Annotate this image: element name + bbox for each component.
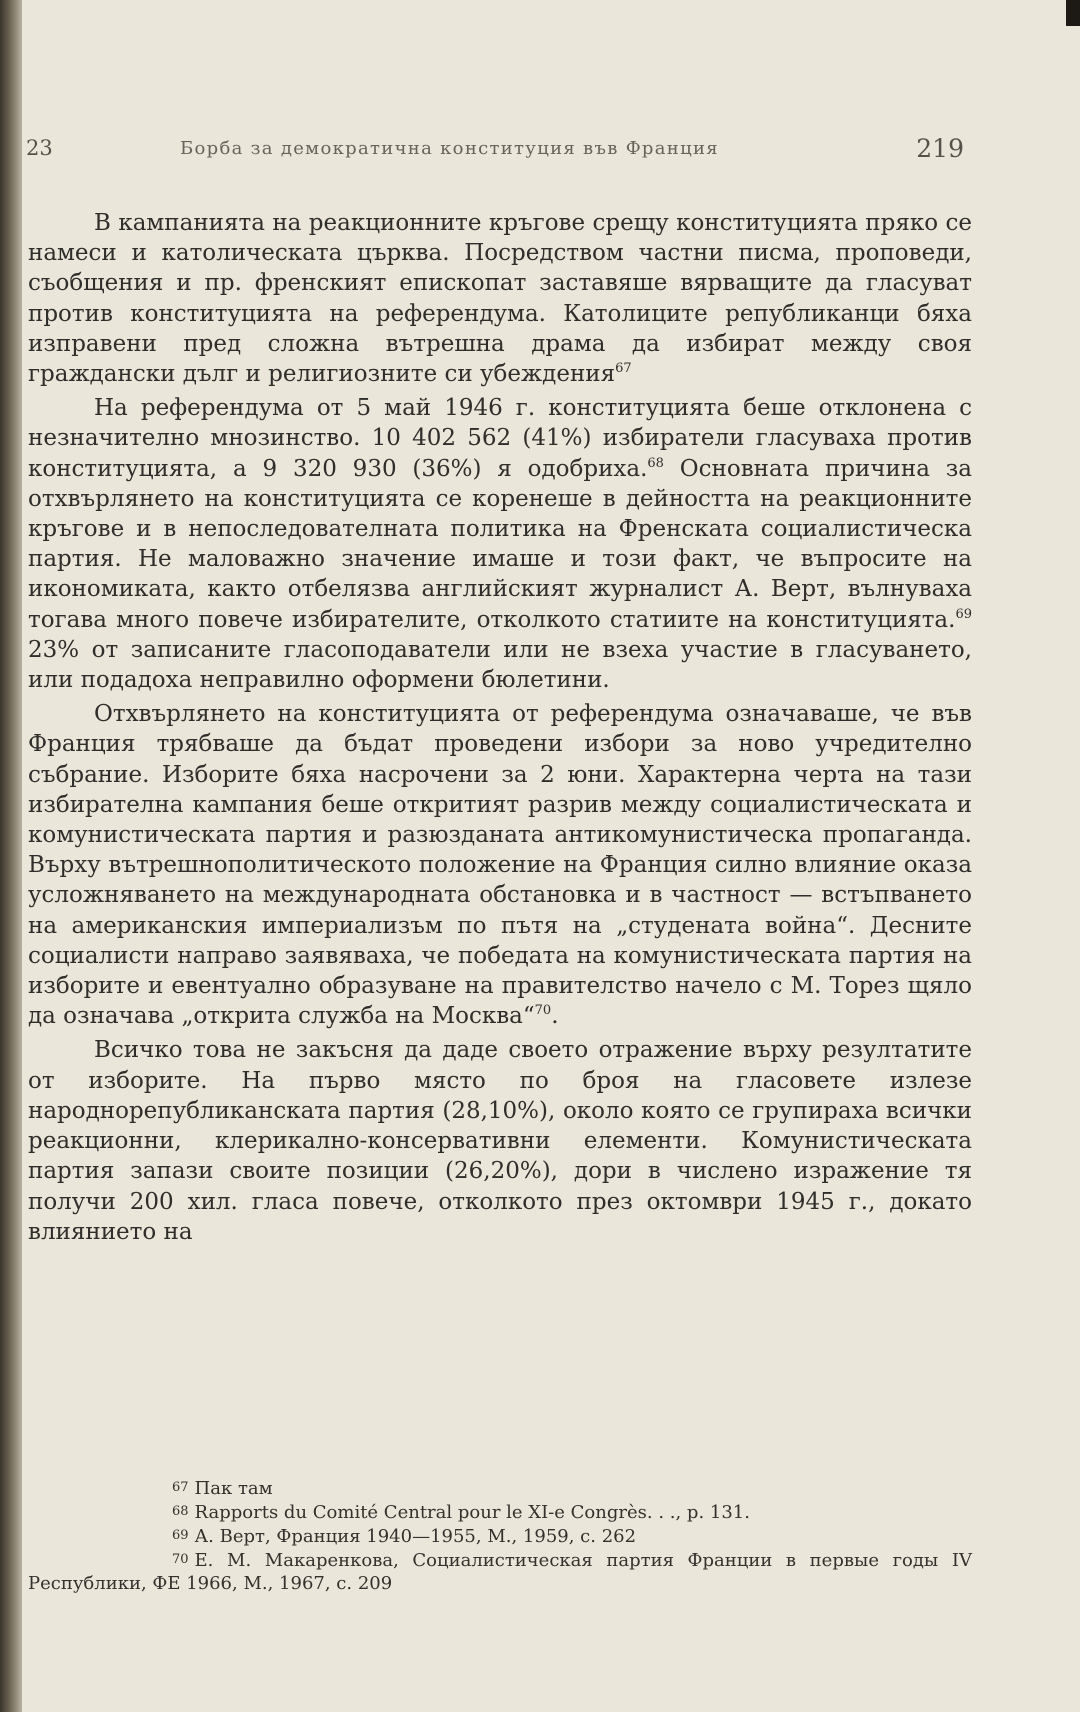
footnote-number: 70: [172, 1552, 189, 1567]
footnote-number: 68: [172, 1504, 189, 1519]
footnote-reference: 70: [534, 1003, 552, 1019]
footnote-reference: 69: [955, 606, 972, 622]
footnote-number: 69: [172, 1528, 189, 1543]
paragraph-text: В кампанията на реакционните кръгове срещу конституцията пряко се намеси и католическата църква. Посредством частни писма, проповеди, съобщения и пр. френският епископат заставяше вярващите да гласуват против конституцията на референдума. Католиците републиканци бяха изправени пред сложна вътрешна драма да избират между своя граждански дълг и религиозните си убеждения: [28, 210, 972, 388]
footnote: [28, 1476, 972, 1500]
footnote-text: Rapports du Comité Central pour le XI-e Congrès. . ., p. 131.: [194, 1502, 750, 1523]
book-spine-shadow: [0, 0, 22, 1712]
paragraph-text: Основната причина за отхвърлянето на конституцията се коренеше в дейността на реакционните кръгове и в непоследователната политика на Френската социалистическа партия. Не маловажно значение имаше и този факт, че въпросите на икономиката, както отбелязва английският журналист А. Верт, вълнуваха тогава много повече избирателите, отколкото статиите на конституцията.: [28, 455, 972, 633]
running-title: Борба за демократична конституция във Франция: [180, 138, 719, 159]
footnote: [28, 1500, 972, 1524]
main-text: [28, 208, 972, 1247]
paragraph-text: На референдума от 5 май 1946 г. конституцията беше отклонена с незначително мнозинство. 10 402 562 (41%) избиратели гласуваха против конституцията, а 9 320 930 (36%) я одобриха.: [28, 395, 972, 482]
paragraph-text: Отхвърлянето на конституцията от референдума означаваше, че във Франция трябваше да бъдат проведени избори за ново учредително събрание. Изборите бяха насрочени за 2 юни. Характерна черта на тази избирателна кампания беше откритият разрив между социалистическата и комунистическата партия и разюзданата антикомунистическа пропаганда. Върху вътрешнополитическото положение на Франция силно влияние оказа усложняването на международната обстановка и в частност — встъпването на американския империализъм по пътя на „студената война“. Десните социалисти направо заявяваха, че победата на комунистическата партия на изборите и евентуално образуване на правителство начело с М. Торез щяло да означава „открита служба на Москва“: [28, 701, 972, 1030]
body-paragraph: [28, 208, 972, 389]
page-corner-mark: [1066, 0, 1080, 26]
body-paragraph: [28, 1035, 972, 1246]
footnote-text: А. Верт, Франция 1940—1955, М., 1959, с. 262: [194, 1526, 637, 1547]
paragraph-text: 23% от записаните гласоподаватели или не взеха участие в гласуването, или подадоха неправилно оформени бюлетини.: [28, 636, 972, 694]
footnote-text: Е. М. Макаренкова, Социалистическая партия Франции в первые годы IV Республики, ФЕ 1966, М., 1967, с. 209: [28, 1550, 972, 1594]
footnote-text: Пак там: [194, 1478, 273, 1499]
running-header: [26, 136, 964, 166]
paragraph-text: Всичко това не закъсня да даде своето отражение върху резултатите от изборите. На първо място по броя на гласовете излезе народнорепубликанската партия (28,10%), около която се групираха всички реакционни, клерикално-консервативни елементи. Комунистическата партия запази своите позиции (26,20%), дори в числено изражение тя получи 200 хил. гласа повече, отколкото през октомври 1945 г., докато влиянието на: [28, 1037, 972, 1245]
body-paragraph: [28, 393, 972, 695]
footnote: [28, 1548, 972, 1595]
footnote-number: 67: [172, 1480, 189, 1495]
paragraph-text: .: [551, 1003, 559, 1030]
header-left-number: 23: [26, 136, 53, 160]
footnote-reference: 68: [647, 455, 664, 471]
body-paragraph: [28, 699, 972, 1031]
footnote-reference: 67: [615, 361, 632, 377]
footnote: [28, 1524, 972, 1548]
page-number: 219: [916, 134, 964, 163]
footnotes: [28, 1476, 972, 1595]
